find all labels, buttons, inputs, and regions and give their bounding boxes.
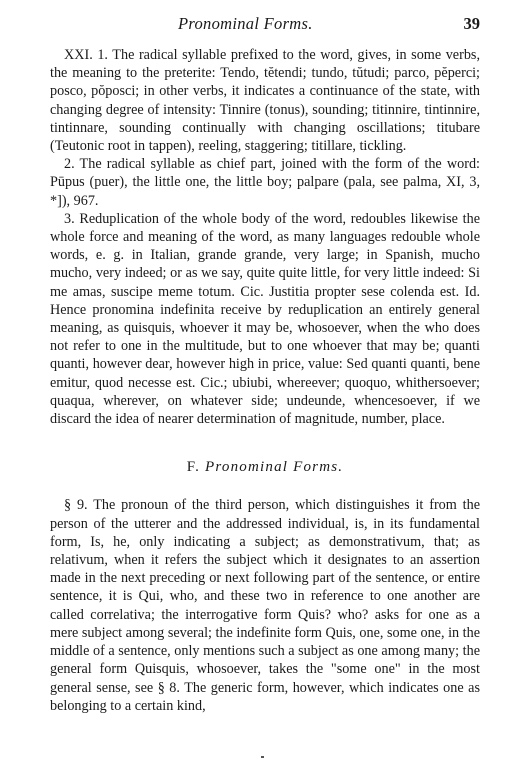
paragraph-reduplication-3: 3. Reduplication of the whole body of the word, redoubles likewise the whole force and meaning of the word, as many languages redouble whole words, e. g. in Italian, grande grande, very large; in Spanish, mucho mucho, very indeed; or as we say, quite quite little, for very little indeed: Si me amas, suscipe meme totum. Cic. Justitia propter sese colenda est. Id. Hence pronomina indefinita receive by reduplication an entirely general meaning, as quisquis, whoever it may be, whosoever, when the who does not refer to one in the multitude, but to one whoever that may be; quanti quanti, however dear, however high in price, value: Sed quanti quanti, bene emitur, quod necesse est. Cic.; ubiubi, whereever; quoquo, whithersoever; quaqua, wherever, on whatever side; undeunde, whencesoever, if we discard the idea of nearer determination of magnitude, number, place. (50, 210, 480, 428)
running-head (150, 14, 480, 34)
body-text (50, 46, 480, 715)
page-number: 39 (463, 14, 480, 33)
paragraph-reduplication-1: XXI. 1. The radical syllable prefixed to the word, gives, in some verbs, the meaning to the preterite: Tendo, tĕtendi; tundo, tŭtudi; parco, pĕperci; posco, pŏposci; in other verbs, it indicates a continuance of the state, with changing degree of intensity: Tinnire (tonus), sounding; titinnire, tintinnire, tintinnare, sounding continually with changing oscillations; titubare (Teutonic root in tappen), reeling, staggering; titillare, tickling. (50, 47, 480, 155)
running-title: Pronominal Forms. (178, 14, 313, 33)
section-heading (50, 458, 480, 476)
paragraph-section-9: § 9. The pronoun of the third person, which distinguishes it from the person of the utterer and the addressed individual, is, in its fundamental form, Is, he, only indicating a subject; as demonstrativum, that; as relativum, when it refers the subject which it designates to an assertion made in the next preceding or next following part of the sentence, or entire sentence, it is Qui, who, and these two in reference to one another are called correlativa; the interrogative form Quis? who? asks for one as a mere subject among several; the indefinite form Quis, one, some one, in the middle of a sentence, only mentions such a subject as one among many; the general form Quisquis, whosoever, takes the "some one" in the most general sense, see § 8. The generic form, however, which indicates one as belonging to a certain kind, (50, 497, 480, 714)
paragraph-reduplication-2: 2. The radical syllable as chief part, joined with the form of the word: Pūpus (puer), the little one, the little boy; palpare (pala, see palma, XI, 3, *]), 967. (50, 156, 480, 209)
footer-mark (261, 756, 264, 758)
section-letter: F. (186, 459, 201, 476)
section-title: Pronominal Forms. (205, 459, 344, 476)
